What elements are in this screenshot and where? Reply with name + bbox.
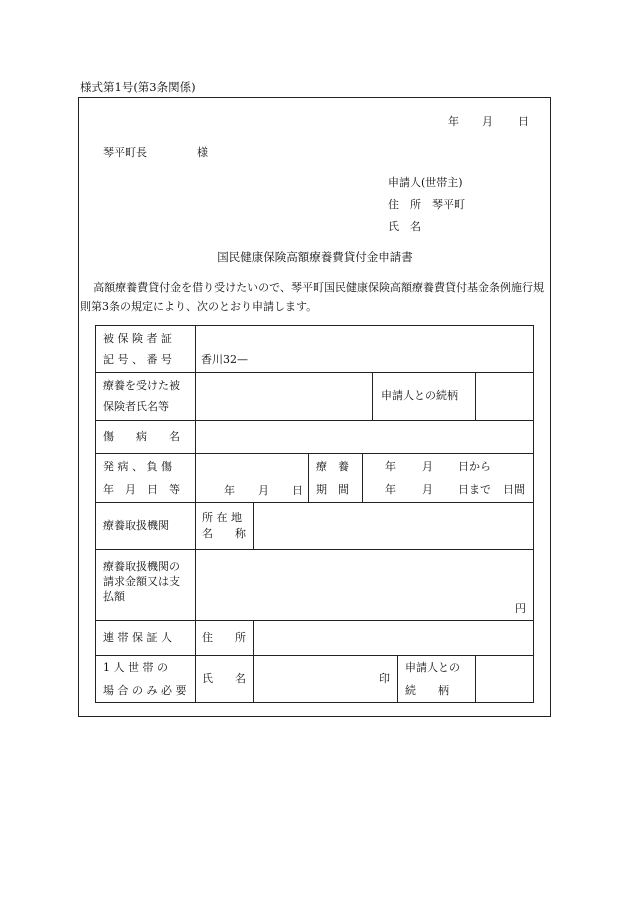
guarantor-address-label: 住 所 (202, 631, 246, 644)
guarantor-relation-label-2: 続 柄 (405, 684, 449, 697)
patient-label-2: 保険者氏名等 (103, 400, 169, 413)
onset-day: 日 (292, 484, 303, 497)
applicant-name-label: 氏 名 (388, 220, 421, 233)
addressee-name: 琴平町長 (103, 146, 147, 159)
guarantor-label: 連 帯 保 証 人 (103, 631, 172, 644)
patient-label-1: 療養を受けた被 (103, 379, 180, 392)
applicant-role: 申請人(世帯主) (388, 176, 463, 189)
onset-label-2: 年 月 日 等 (103, 483, 180, 496)
date-day: 日 (518, 115, 529, 128)
single-household-label-1: 1 人 世 帯 の (103, 661, 168, 674)
insured-card-label-2: 記 号 、 番 号 (103, 353, 172, 366)
date-year: 年 (448, 115, 459, 128)
insured-card-value[interactable]: 香川32— (201, 353, 248, 366)
seal-mark: 印 (379, 672, 390, 685)
document-title: 国民健康保険高額療養費貸付金申請書 (217, 250, 413, 264)
single-household-label-2: 場 合 の み 必 要 (103, 684, 187, 697)
guarantor-name-label: 氏 名 (202, 672, 246, 685)
body-text: 高額療養費貸付金を借り受けたいので、琴平町国民健康保険高額療養費貸付基金条例施行規則第3条の規定により、次のとおり申請します。 (80, 281, 544, 313)
form-number-label: 様式第1号(第3条関係) (80, 80, 196, 94)
claim-label-1: 療養取扱機関の (103, 560, 180, 573)
period-label-2: 期 間 (316, 483, 349, 496)
onset-label-1: 発 病 、 負 傷 (103, 460, 172, 473)
period-to-suffix: 日まで (458, 483, 491, 496)
claim-label-3: 払額 (103, 590, 125, 603)
period-days-suffix: 日間 (503, 483, 525, 496)
claim-label-2: 請求金額又は支 (103, 575, 180, 588)
institution-name-label: 名 称 (202, 527, 246, 540)
yen-unit: 円 (515, 602, 526, 615)
insured-card-label-1: 被 保 険 者 証 (103, 332, 172, 345)
onset-year: 年 (224, 484, 235, 497)
institution-location-label: 所 在 地 (202, 511, 242, 524)
guarantor-relation-label-1: 申請人との (405, 661, 460, 674)
period-from-suffix: 日から (458, 460, 491, 473)
applicant-address-label: 住 所 (388, 198, 421, 211)
applicant-address-value[interactable]: 琴平町 (432, 198, 465, 211)
period-from-month: 月 (422, 460, 433, 473)
disease-label: 傷 病 名 (103, 430, 180, 443)
relation-label: 申請人との続柄 (381, 389, 458, 402)
period-label-1: 療 養 (316, 460, 349, 473)
addressee-honorific: 様 (197, 146, 208, 159)
period-to-year: 年 (385, 483, 396, 496)
onset-month: 月 (258, 484, 269, 497)
period-from-year: 年 (385, 460, 396, 473)
institution-label: 療養取扱機関 (103, 519, 169, 532)
date-month: 月 (482, 115, 493, 128)
period-to-month: 月 (422, 483, 433, 496)
